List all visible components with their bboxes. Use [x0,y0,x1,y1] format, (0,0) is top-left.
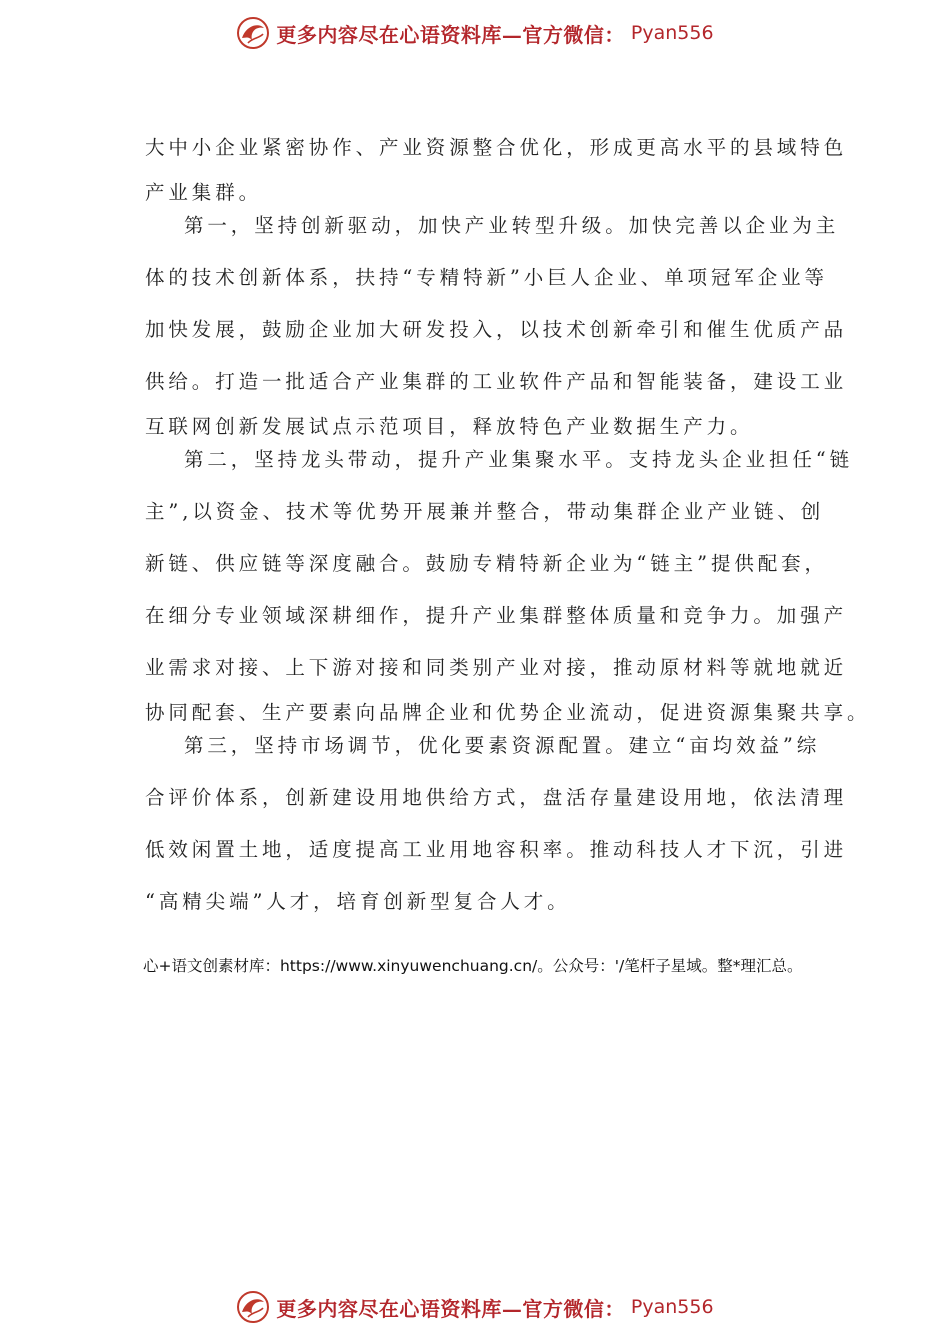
body-line: 协同配套、生产要素向品牌企业和优势企业流动，促进资源集聚共享。 [145,701,871,724]
body-line: 低效闲置土地，适度提高工业用地容积率。推动科技人才下沉，引进 [145,838,848,861]
body-line: 合评价体系，创新建设用地供给方式，盘活存量建设用地，依法清理 [145,786,848,809]
page-footer-banner [0,1290,950,1324]
body-line: “高精尖端”人才，培育创新型复合人才。 [145,890,571,913]
header-banner-text: 更多内容尽在心语资料库—官方微信： [276,22,625,47]
page-header-banner [0,16,950,50]
body-line: 主”,以资金、技术等优势开展兼并整合，带动集群企业产业链、创 [145,500,825,523]
document-body [145,128,871,922]
body-line: 加快发展，鼓励企业加大研发投入，以技术创新牵引和催生优质产品 [145,318,848,341]
red-swirl-logo-icon [236,1290,270,1324]
red-swirl-logo-icon [236,16,270,50]
body-line: 供给。打造一批适合产业集群的工业软件产品和智能装备，建设工业 [145,370,848,393]
footer-banner-text: 更多内容尽在心语资料库—官方微信： [276,1296,625,1321]
body-line: 互联网创新发展试点示范项目，释放特色产业数据生产力。 [145,415,754,438]
body-line: 大中小企业紧密协作、产业资源整合优化，形成更高水平的县域特色 [145,136,848,159]
paragraph-first-line: 第三，坚持市场调节，优化要素资源配置。建立“亩均效益”综 [184,734,821,757]
paragraph-first-line: 第一，坚持创新驱动，加快产业转型升级。加快完善以企业为主 [184,214,840,237]
body-line: 体的技术创新体系，扶持“专精特新”小巨人企业、单项冠军企业等 [145,266,828,289]
body-line: 业需求对接、上下游对接和同类别产业对接，推动原材料等就地就近 [145,656,848,679]
source-note: 心+语文创素材库：https://www.xinyuwenchuang.cn/。公众号：'/笔杆子星域。整*理汇总。 [143,957,803,975]
body-line: 产业集群。 [145,181,263,204]
header-wechat-id: Pyan556 [630,22,714,44]
body-line: 新链、供应链等深度融合。鼓励专精特新企业为“链主”提供配套， [145,552,828,575]
footer-wechat-id: Pyan556 [630,1296,714,1318]
paragraph-first-line: 第二，坚持龙头带动，提升产业集聚水平。支持龙头企业担任“链 [184,448,854,471]
body-line: 在细分专业领域深耕细作，提升产业集群整体质量和竞争力。加强产 [145,604,848,627]
